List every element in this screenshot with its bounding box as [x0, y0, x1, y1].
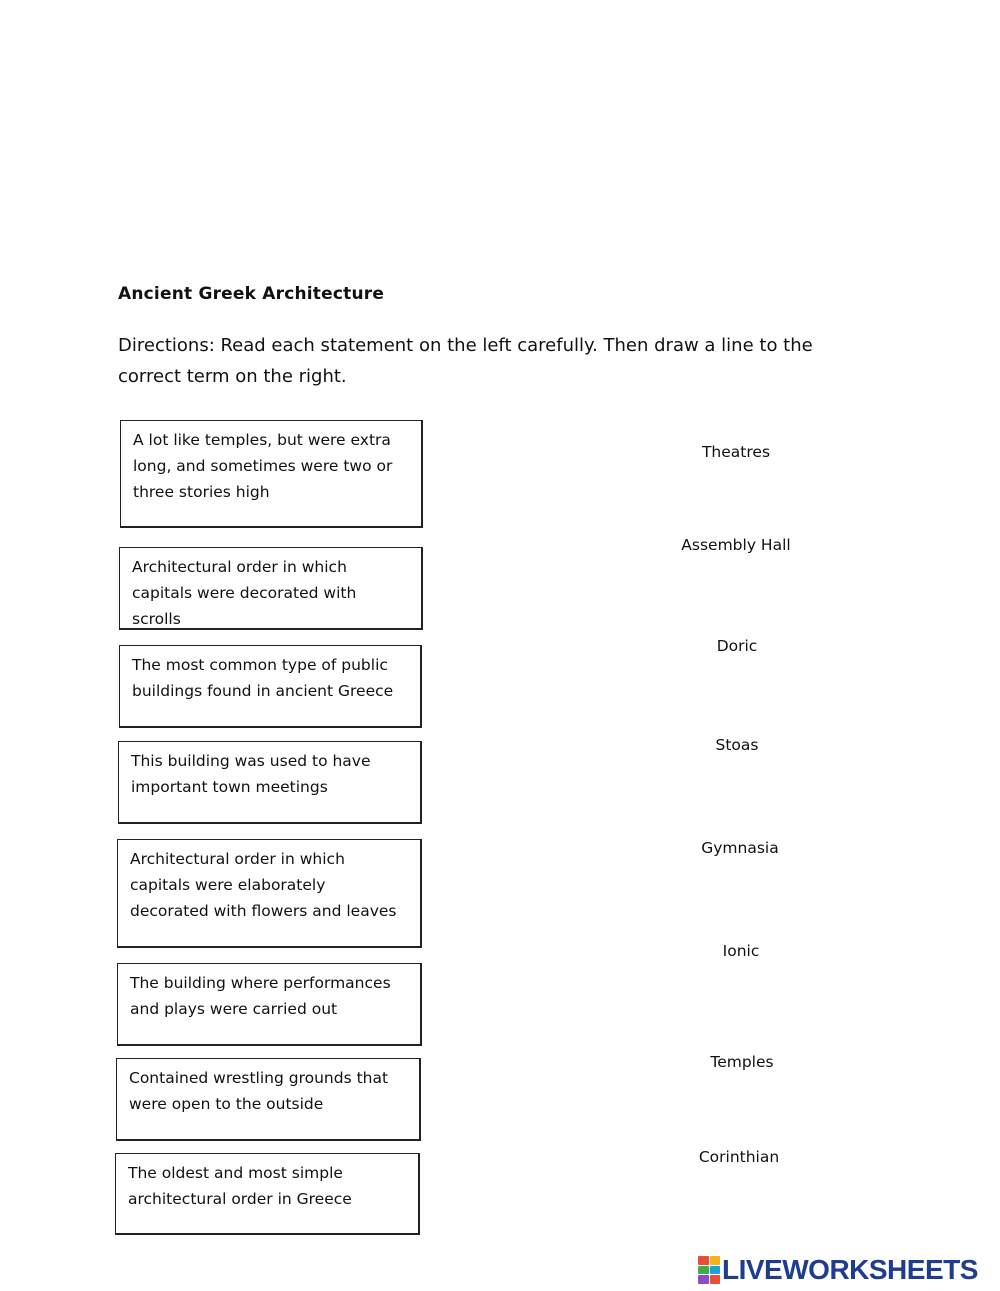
statement-box[interactable]: A lot like temples, but were extra long, and sometimes were two or three stories high	[120, 420, 423, 528]
statement-box[interactable]: The oldest and most simple architectural order in Greece	[115, 1153, 420, 1235]
statement-box[interactable]: Architectural order in which capitals were elaborately decorated with flowers and leaves	[117, 839, 422, 948]
statement-box[interactable]: Architectural order in which capitals were decorated with scrolls	[119, 547, 423, 630]
logo-icon	[698, 1256, 720, 1284]
term-temples[interactable]: Temples	[710, 1053, 774, 1071]
term-theatres[interactable]: Theatres	[701, 443, 771, 461]
directions-text: Directions: Read each statement on the left carefully. Then draw a line to the correct term on the right.	[118, 335, 813, 387]
term-doric[interactable]: Doric	[716, 637, 758, 655]
term-ionic[interactable]: Ionic	[722, 942, 760, 960]
term-stoas[interactable]: Stoas	[715, 736, 759, 754]
statement-box[interactable]: The building where performances and plays were carried out	[117, 963, 422, 1046]
logo-text: LIVEWORKSHEETS	[722, 1254, 978, 1285]
liveworksheets-logo	[698, 1254, 978, 1286]
statement-box[interactable]: This building was used to have important town meetings	[118, 741, 422, 824]
worksheet-title: Ancient Greek Architecture	[118, 284, 385, 304]
term-corinthian[interactable]: Corinthian	[698, 1148, 780, 1166]
term-gymnasia[interactable]: Gymnasia	[701, 839, 779, 857]
statement-box[interactable]: Contained wrestling grounds that were open to the outside	[116, 1058, 421, 1141]
term-assembly-hall[interactable]: Assembly Hall	[681, 536, 791, 554]
statement-box[interactable]: The most common type of public buildings found in ancient Greece	[119, 645, 422, 728]
